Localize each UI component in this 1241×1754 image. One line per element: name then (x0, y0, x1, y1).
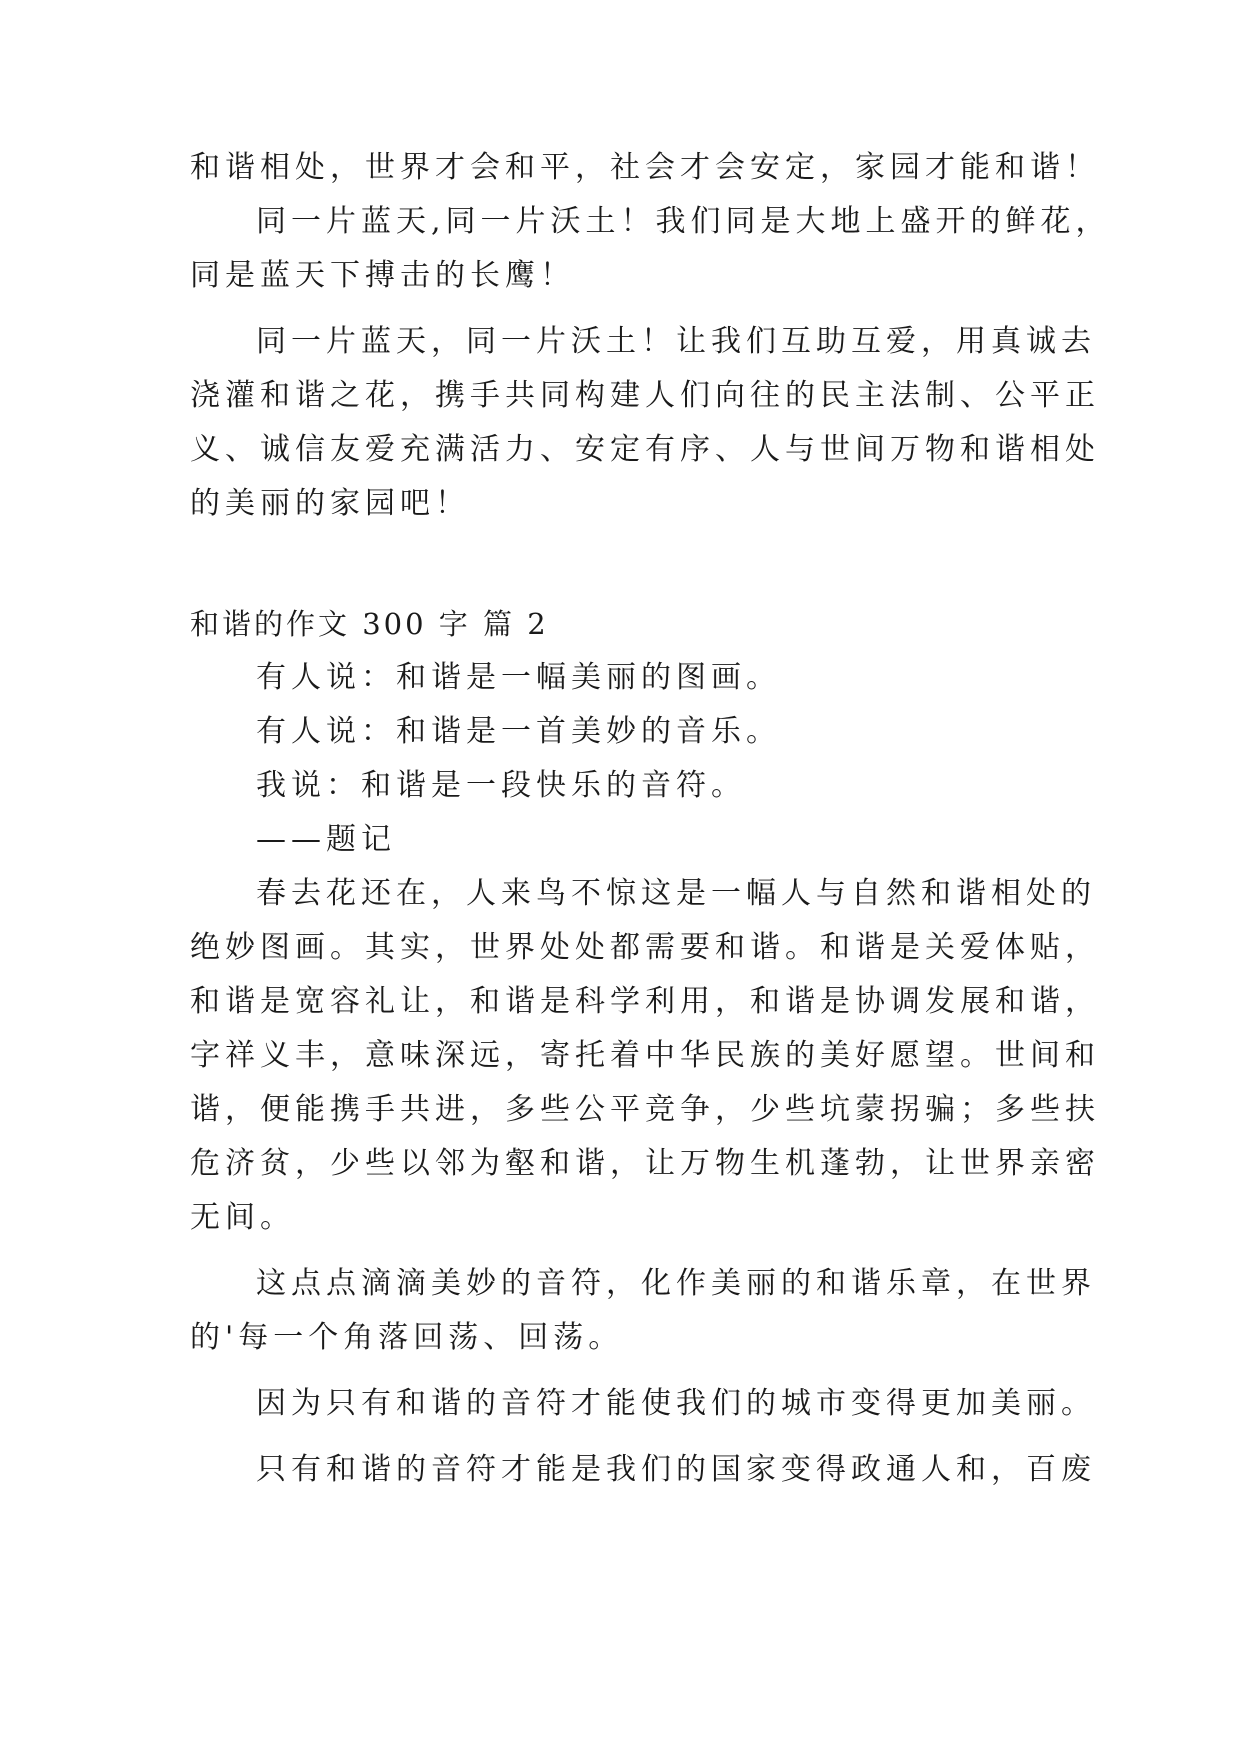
paragraph-line: 同是蓝天下搏击的长鹰！ (190, 258, 575, 293)
paragraph-line: 浇灌和谐之花，携手共同构建人们向往的民主法制、公平正 (190, 378, 1100, 413)
paragraph-line: 春去花还在，人来鸟不惊这是一幅人与自然和谐相处的 (256, 876, 1096, 911)
paragraph-line: 无间。 (190, 1200, 295, 1235)
paragraph-line: 同一片蓝天,同一片沃土！我们同是大地上盛开的鲜花， (256, 204, 1111, 239)
paragraph-line: 只有和谐的音符才能是我们的国家变得政通人和，百废 (256, 1452, 1096, 1487)
paragraph-line: 因为只有和谐的音符才能使我们的城市变得更加美丽。 (256, 1386, 1096, 1421)
section-heading: 和谐的作文 300 字 篇 2 (190, 607, 549, 641)
paragraph-line: 字祥义丰，意味深远，寄托着中华民族的美好愿望。世间和 (190, 1038, 1100, 1073)
epigraph-attribution: ——题记 (256, 822, 396, 857)
epigraph-line: 有人说：和谐是一幅美丽的图画。 (256, 660, 781, 695)
paragraph-line: 这点点滴滴美妙的音符，化作美丽的和谐乐章，在世界 (256, 1266, 1096, 1301)
paragraph-line: 绝妙图画。其实，世界处处都需要和谐。和谐是关爱体贴， (190, 930, 1100, 965)
paragraph-line: 义、诚信友爱充满活力、安定有序、人与世间万物和谐相处 (190, 432, 1100, 467)
paragraph-line: 和谐相处，世界才会和平，社会才会安定，家园才能和谐！ (190, 150, 1100, 185)
epigraph-line: 有人说：和谐是一首美妙的音乐。 (256, 714, 781, 749)
paragraph-line: 和谐是宽容礼让，和谐是科学利用，和谐是协调发展和谐， (190, 984, 1100, 1019)
epigraph-line: 我说：和谐是一段快乐的音符。 (256, 768, 746, 803)
paragraph-line: 的美丽的家园吧！ (190, 486, 470, 521)
paragraph-line: 同一片蓝天，同一片沃土！让我们互助互爱，用真诚去 (256, 324, 1096, 359)
paragraph-line: 谐，便能携手共进，多些公平竞争，少些坑蒙拐骗；多些扶 (190, 1092, 1100, 1127)
paragraph-line: 的'每一个角落回荡、回荡。 (190, 1320, 624, 1355)
paragraph-line: 危济贫，少些以邻为壑和谐，让万物生机蓬勃，让世界亲密 (190, 1146, 1100, 1181)
